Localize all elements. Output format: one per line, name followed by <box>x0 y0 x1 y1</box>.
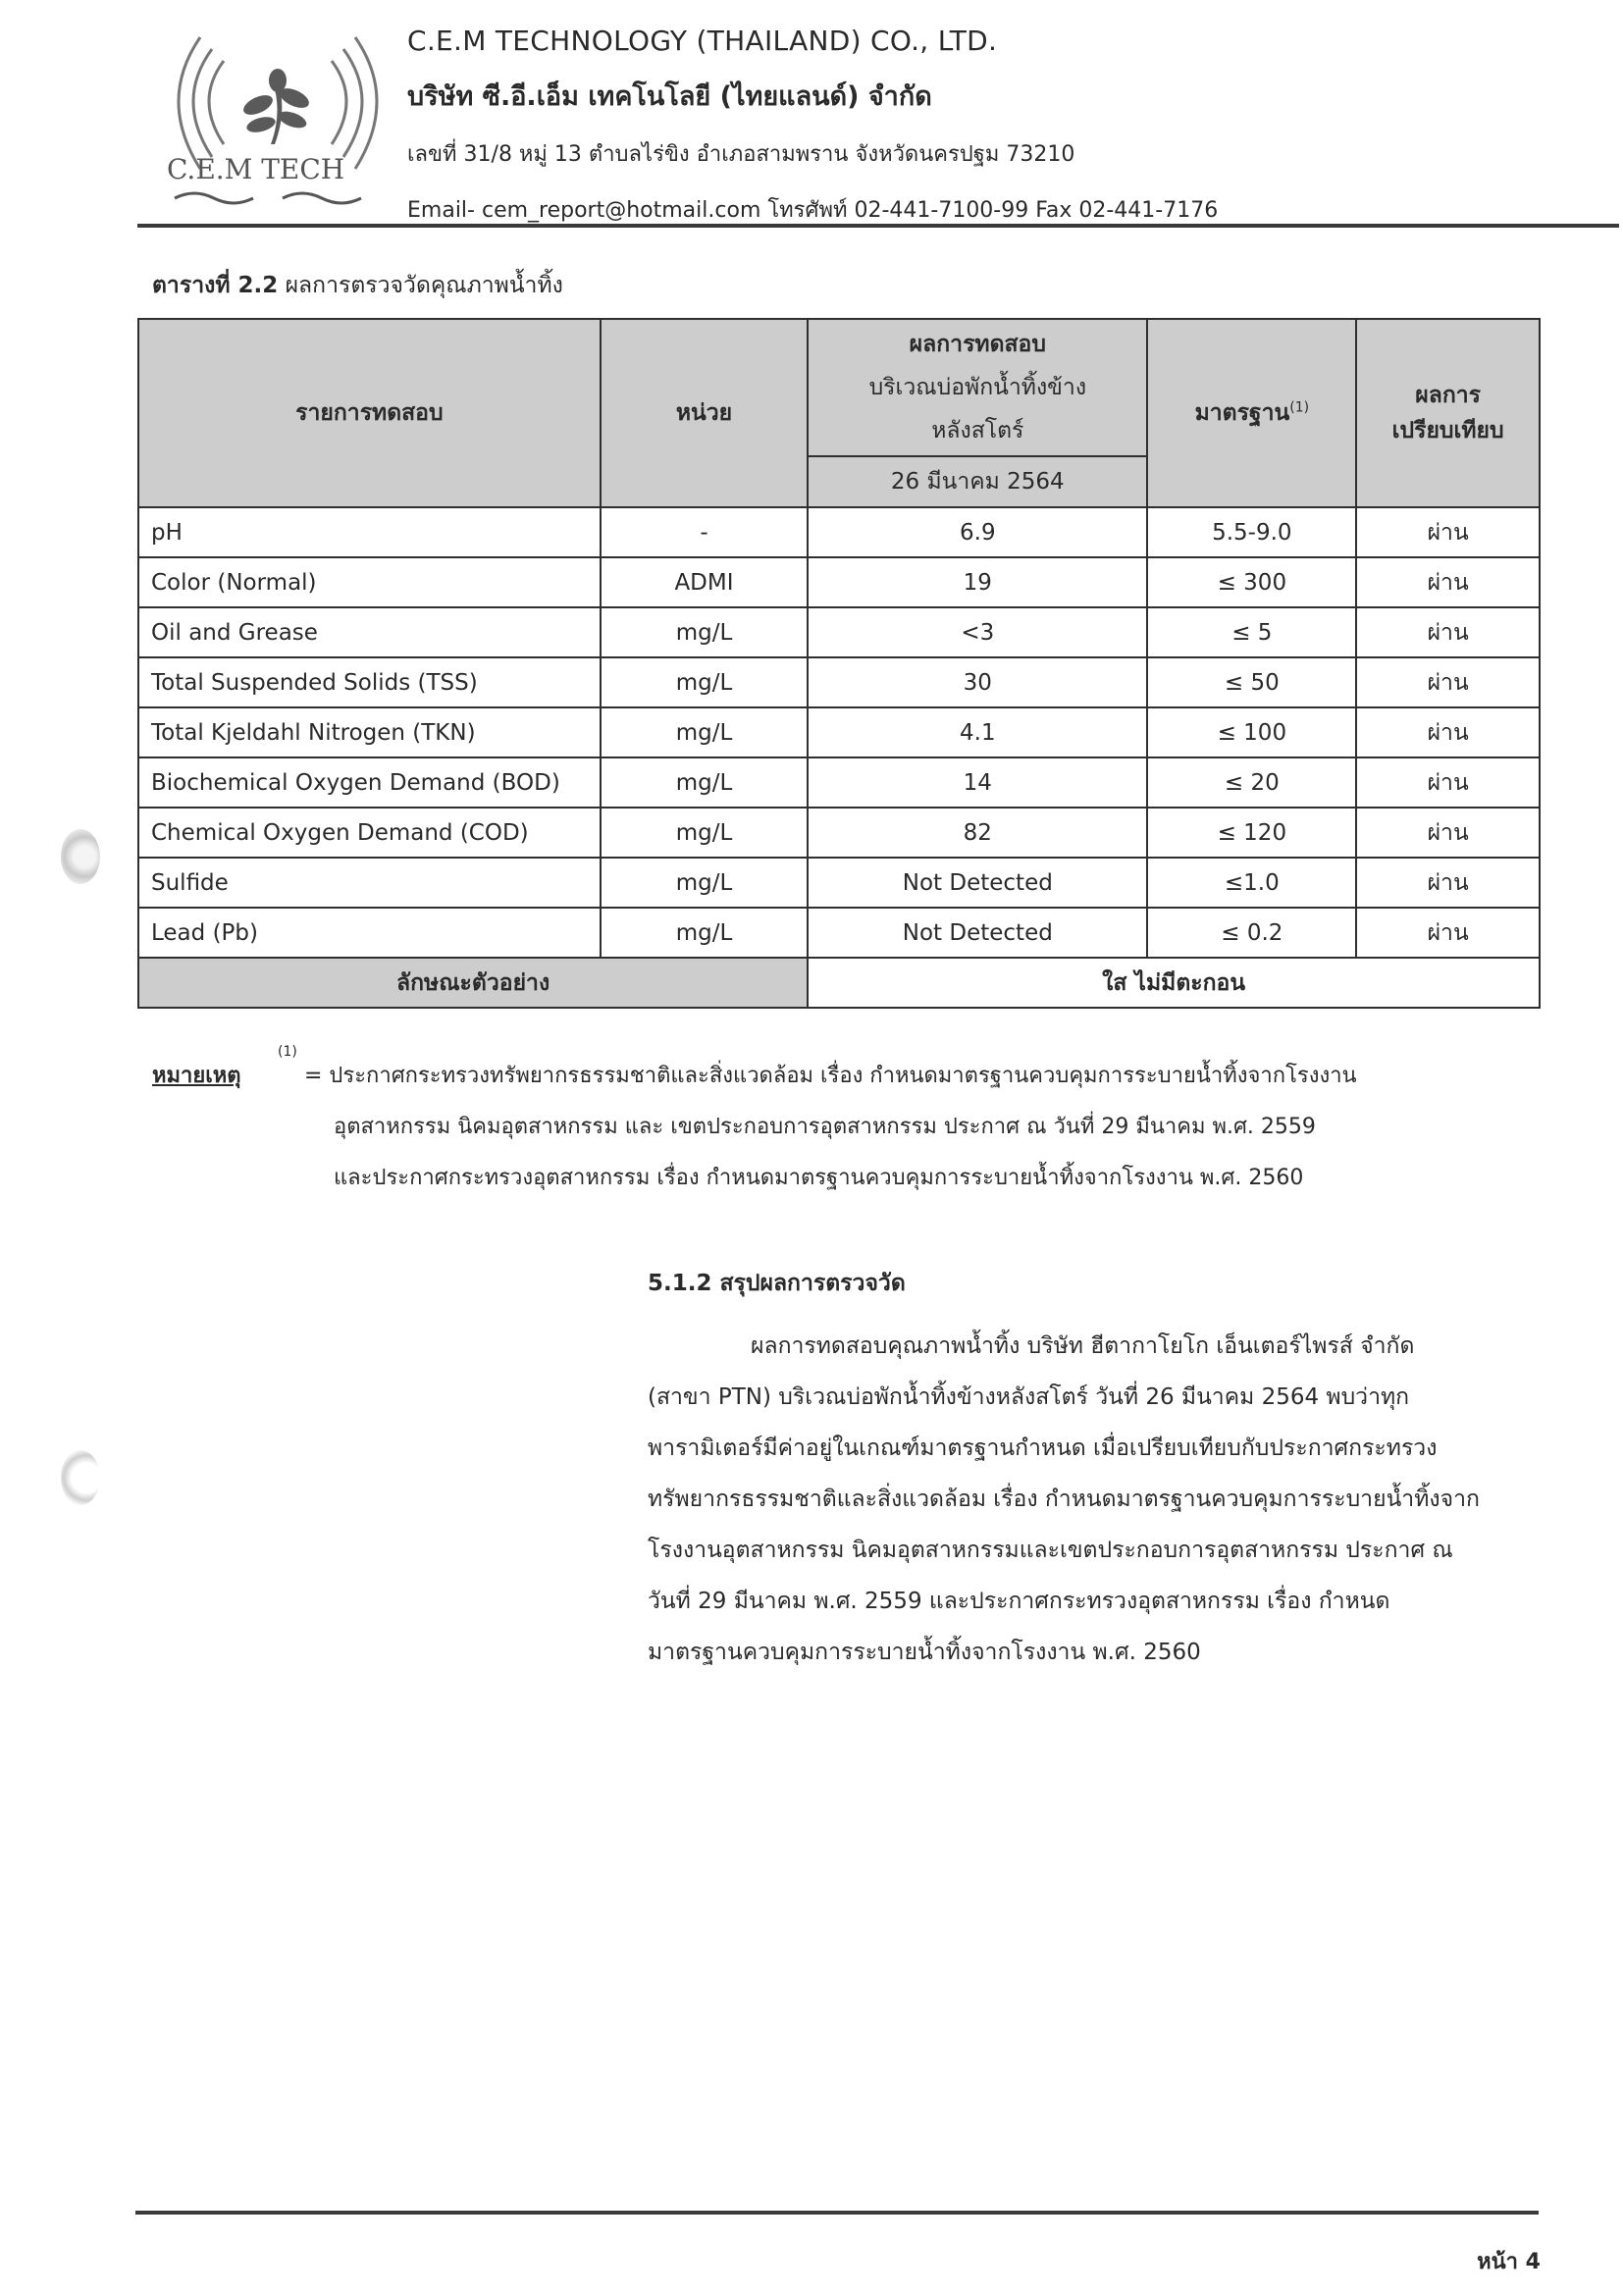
header-standard-label: มาตรฐาน <box>1194 400 1290 426</box>
sample-label: ลักษณะตัวอย่าง <box>138 958 808 1008</box>
table-title-label: ตารางที่ 2.2 <box>152 273 279 298</box>
summary-line: พารามิเตอร์มีค่าอยู่ในเกณฑ์มาตรฐานกำหนด เมื่อเปรียบเทียบกับประกาศกระทรวง <box>648 1435 1438 1461</box>
row-parameter: Biochemical Oxygen Demand (BOD) <box>138 757 601 808</box>
header-comparison-line2: เปรียบเทียบ <box>1391 418 1504 444</box>
summary-line: วันที่ 29 มีนาคม พ.ศ. 2559 และประกาศกระทรวงอุตสาหกรรม เรื่อง กำหนด <box>648 1589 1390 1614</box>
summary-line: ทรัพยากรธรรมชาติและสิ่งแวดล้อม เรื่อง กำหนดมาตรฐานควบคุมการระบายน้ำทิ้งจาก <box>648 1487 1480 1512</box>
row-result: <3 <box>808 607 1147 657</box>
row-parameter: Oil and Grease <box>138 607 601 657</box>
row-parameter: Color (Normal) <box>138 557 601 607</box>
row-unit: mg/L <box>601 607 809 657</box>
summary-line: (สาขา PTN) บริเวณบ่อพักน้ำทิ้งข้างหลังสโตร์ วันที่ 26 มีนาคม 2564 พบว่าทุก <box>648 1384 1410 1410</box>
row-standard: ≤ 50 <box>1147 657 1356 707</box>
row-comparison: ผ่าน <box>1356 908 1540 958</box>
row-comparison: ผ่าน <box>1356 757 1540 808</box>
row-unit: mg/L <box>601 908 809 958</box>
header-comparison <box>1356 319 1540 507</box>
summary-line: มาตรฐานควบคุมการระบายน้ำทิ้งจากโรงงาน พ.ศ. 2560 <box>648 1640 1201 1665</box>
row-comparison: ผ่าน <box>1356 607 1540 657</box>
row-standard: ≤ 100 <box>1147 707 1356 757</box>
table-row <box>138 507 1540 557</box>
company-contact: Email- cem_report@hotmail.com โทรศัพท์ 02-441-7100-99 Fax 02-441-7176 <box>407 198 1219 223</box>
table-body <box>138 507 1540 1008</box>
row-comparison: ผ่าน <box>1356 557 1540 607</box>
header-result-date: 26 มีนาคม 2564 <box>808 456 1147 507</box>
row-result: Not Detected <box>808 908 1147 958</box>
row-result: 82 <box>808 808 1147 858</box>
row-standard: ≤ 120 <box>1147 808 1356 858</box>
table-title-text: ผลการตรวจวัดคุณภาพน้ำทิ้ง <box>285 273 563 298</box>
table-row <box>138 858 1540 908</box>
header-unit: หน่วย <box>601 319 809 507</box>
company-logo <box>165 22 391 213</box>
row-unit: mg/L <box>601 707 809 757</box>
table-row <box>138 757 1540 808</box>
header-comparison-line1: ผลการ <box>1415 383 1482 408</box>
table-row <box>138 908 1540 958</box>
company-address: เลขที่ 31/8 หมู่ 13 ตำบลไร่ขิง อำเภอสามพราน จังหวัดนครปฐม 73210 <box>407 142 1075 167</box>
logo-text: C.E.M TECH <box>167 153 345 185</box>
row-standard: ≤ 20 <box>1147 757 1356 808</box>
row-result: Not Detected <box>808 858 1147 908</box>
table-row <box>138 657 1540 707</box>
table-row <box>138 808 1540 858</box>
header-result-line2: บริเวณบ่อพักน้ำทิ้งข้าง <box>868 375 1087 400</box>
company-info <box>407 25 1585 227</box>
row-unit: mg/L <box>601 657 809 707</box>
company-name-th: บริษัท ซี.อี.เอ็ม เทคโนโลยี (ไทยแลนด์) จำกัด <box>407 81 932 112</box>
remark-line-1: = ประกาศกระทรวงทรัพยากรธรรมชาติและสิ่งแวดล้อม เรื่อง กำหนดมาตรฐานควบคุมการระบายน้ำทิ้งจากโรงงาน <box>304 1064 1357 1088</box>
footer-divider <box>135 2211 1539 2215</box>
results-table <box>137 318 1541 1009</box>
row-standard: ≤ 300 <box>1147 557 1356 607</box>
row-parameter: Total Suspended Solids (TSS) <box>138 657 601 707</box>
header-result <box>808 319 1147 456</box>
page-number: หน้า 4 <box>1477 2250 1541 2274</box>
sample-value: ใส ไม่มีตะกอน <box>808 958 1540 1008</box>
row-result: 6.9 <box>808 507 1147 557</box>
row-comparison: ผ่าน <box>1356 507 1540 557</box>
row-unit: mg/L <box>601 757 809 808</box>
row-result: 4.1 <box>808 707 1147 757</box>
row-comparison: ผ่าน <box>1356 858 1540 908</box>
row-standard: ≤1.0 <box>1147 858 1356 908</box>
row-comparison: ผ่าน <box>1356 808 1540 858</box>
table-row <box>138 607 1540 657</box>
row-parameter: Chemical Oxygen Demand (COD) <box>138 808 601 858</box>
row-standard: 5.5-9.0 <box>1147 507 1356 557</box>
company-name-en: C.E.M TECHNOLOGY (THAILAND) CO., LTD. <box>407 25 998 57</box>
table-row <box>138 557 1540 607</box>
row-comparison: ผ่าน <box>1356 657 1540 707</box>
row-unit: - <box>601 507 809 557</box>
row-parameter: Lead (Pb) <box>138 908 601 958</box>
row-standard: ≤ 0.2 <box>1147 908 1356 958</box>
row-unit: mg/L <box>601 808 809 858</box>
summary-heading: 5.1.2 สรุปผลการตรวจวัด <box>648 1271 906 1296</box>
row-standard: ≤ 5 <box>1147 607 1356 657</box>
row-parameter: Sulfide <box>138 858 601 908</box>
punch-hole <box>61 829 100 884</box>
row-parameter: pH <box>138 507 601 557</box>
header-standard <box>1147 319 1356 507</box>
row-result: 30 <box>808 657 1147 707</box>
summary-line: ผลการทดสอบคุณภาพน้ำทิ้ง บริษัท ฮีตากาโยโก เอ็นเตอร์ไพรส์ จำกัด <box>751 1333 1415 1359</box>
row-result: 19 <box>808 557 1147 607</box>
row-unit: mg/L <box>601 858 809 908</box>
sample-row <box>138 958 1540 1008</box>
header-parameter: รายการทดสอบ <box>138 319 601 507</box>
header-result-line3: หลังสโตร์ <box>931 418 1024 444</box>
row-parameter: Total Kjeldahl Nitrogen (TKN) <box>138 707 601 757</box>
summary-line: โรงงานอุตสาหกรรม นิคมอุตสาหกรรมและเขตประกอบการอุตสาหกรรม ประกาศ ณ <box>648 1538 1453 1563</box>
row-unit: ADMI <box>601 557 809 607</box>
remark-line-3: และประกาศกระทรวงอุตสาหกรรม เรื่อง กำหนดมาตรฐานควบคุมการระบายน้ำทิ้งจากโรงงาน พ.ศ. 2560 <box>334 1166 1304 1190</box>
table-row <box>138 707 1540 757</box>
row-comparison: ผ่าน <box>1356 707 1540 757</box>
remark-line-2: อุตสาหกรรม นิคมอุตสาหกรรม และ เขตประกอบการอุตสาหกรรม ประกาศ ณ วันที่ 29 มีนาคม พ.ศ. 2559 <box>334 1115 1316 1139</box>
remark-ref: (1) <box>278 1044 297 1060</box>
header-standard-ref: (1) <box>1289 399 1310 416</box>
table-title <box>152 268 563 303</box>
header-divider <box>137 224 1619 228</box>
row-result: 14 <box>808 757 1147 808</box>
header-result-line1: ผลการทดสอบ <box>909 332 1046 357</box>
remark-label: หมายเหตุ <box>152 1064 241 1088</box>
summary-section <box>648 1266 1531 1678</box>
punch-hole <box>61 1450 100 1505</box>
